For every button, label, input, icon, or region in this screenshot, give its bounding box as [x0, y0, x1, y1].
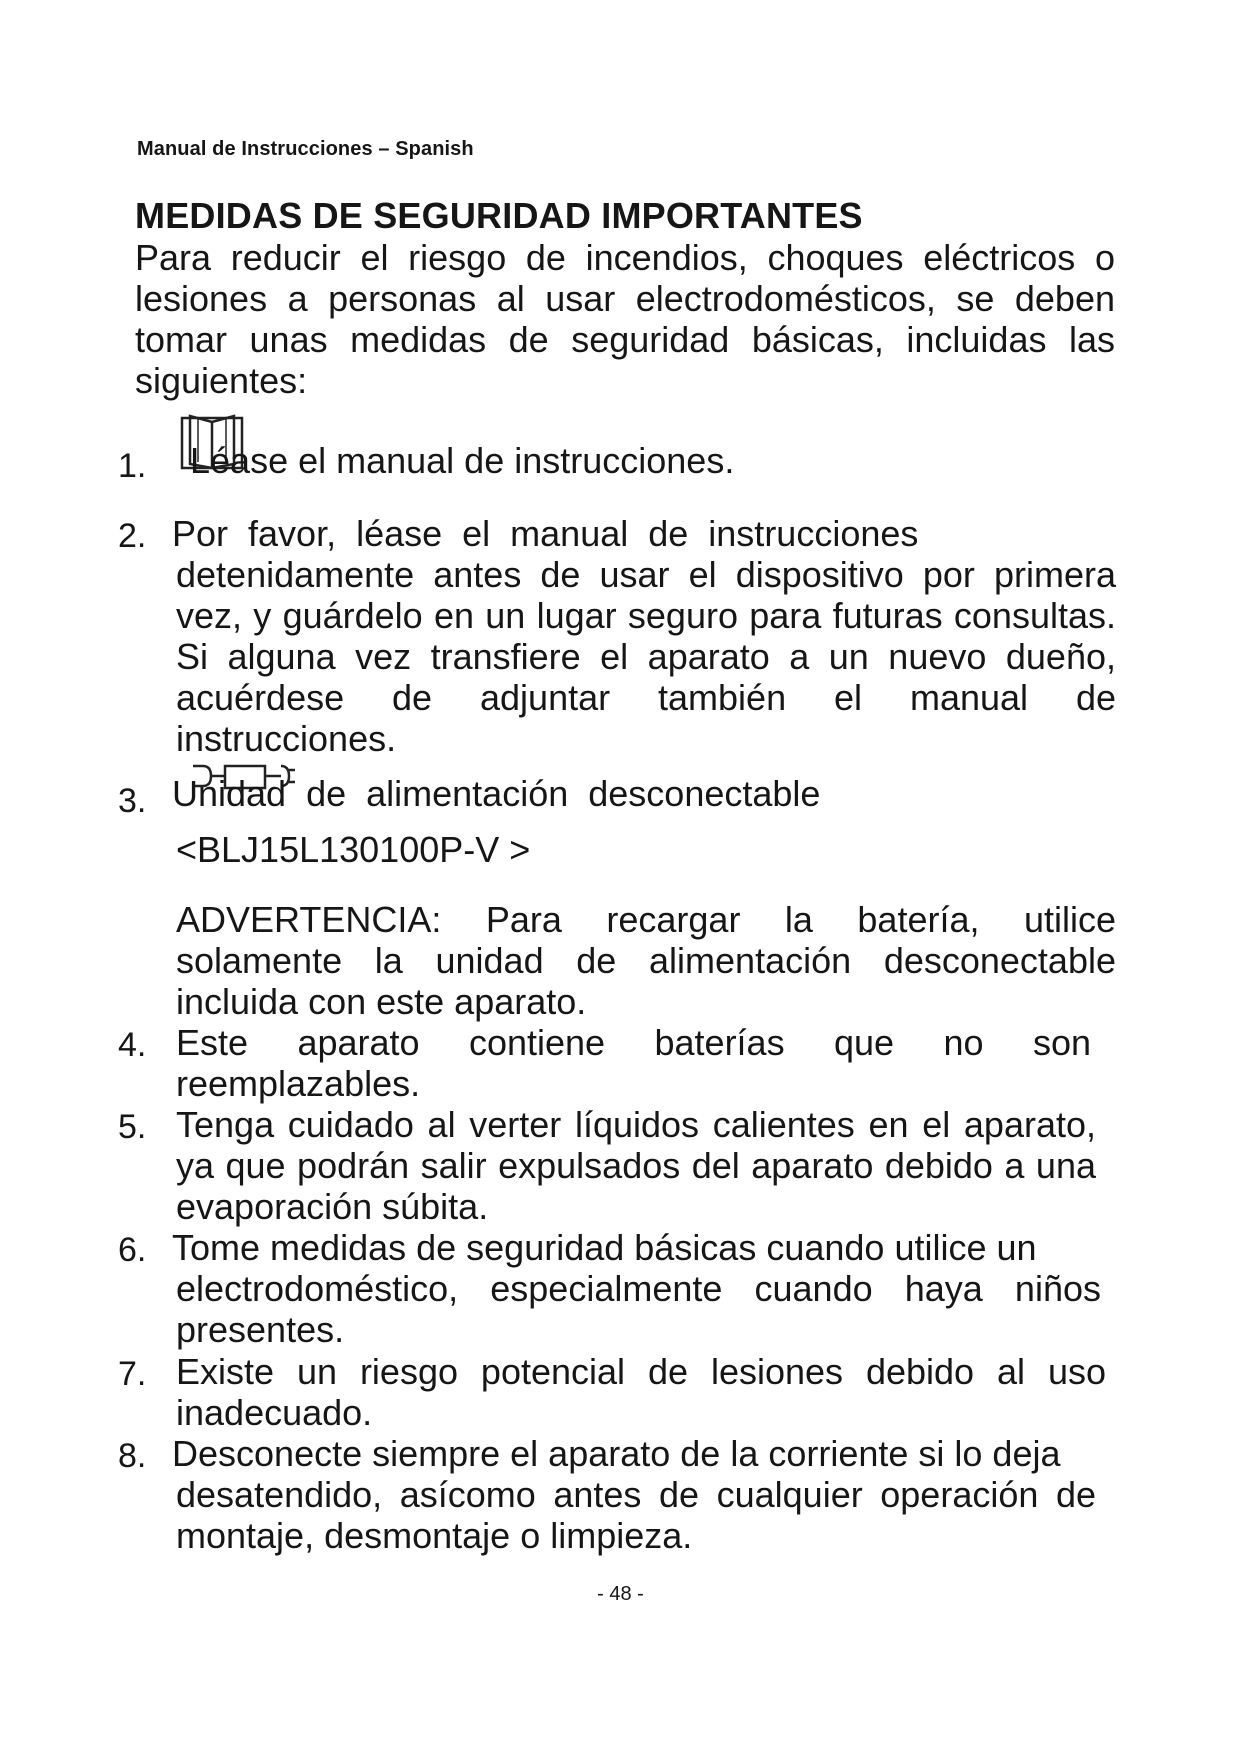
item-8-number: 8. [118, 1437, 147, 1475]
item-8-first-line: Desconecte siempre el aparato de la corriente si lo deja [172, 1433, 1061, 1474]
item-2-number: 2. [118, 517, 147, 555]
page-number: - 48 - [597, 1583, 644, 1605]
item-2-text: detenidamente antes de usar el dispositivo por primera vez, y guárdelo en un lugar seguro para futuras consultas. Si alguna vez transfiere el aparato a un nuevo dueño, acuérdese de adjuntar también el manual de instrucciones. [176, 554, 1116, 759]
item-3-warning: ADVERTENCIA: Para recargar la batería, utilice solamente la unidad de alimentación desconectable incluida con este aparato. [176, 899, 1116, 1022]
item-4-text: Este aparato contiene baterías que no son reemplazables. [176, 1022, 1091, 1104]
item-7-number: 7. [118, 1355, 147, 1393]
page-header: Manual de Instrucciones – Spanish [137, 138, 474, 160]
item-6-first-line: Tome medidas de seguridad básicas cuando utilice un [172, 1227, 1037, 1268]
item-4-number: 4. [118, 1026, 147, 1064]
item-3-model: <BLJ15L130100P-V > [176, 829, 531, 870]
item-3-number: 3. [118, 782, 147, 820]
item-3-text: Unidad de alimentación desconectable [172, 773, 821, 814]
item-5-number: 5. [118, 1108, 147, 1146]
item-8-text: desatendido, asícomo antes de cualquier operación de montaje, desmontaje o limpieza. [176, 1474, 1096, 1556]
section-title: MEDIDAS DE SEGURIDAD IMPORTANTES [135, 195, 863, 236]
item-2-first-line: Por favor, léase el manual de instrucciones [172, 513, 919, 554]
item-1-number: 1. [118, 447, 147, 485]
item-6-text: electrodoméstico, especialmente cuando haya niños presentes. [176, 1268, 1101, 1350]
item-7-text: Existe un riesgo potencial de lesiones debido al uso inadecuado. [176, 1351, 1106, 1433]
item-1-text: Léase el manual de instrucciones. [190, 440, 735, 481]
item-5-text: Tenga cuidado al verter líquidos calientes en el aparato, ya que podrán salir expulsados del aparato debido a una evaporación súbita. [176, 1104, 1096, 1227]
intro-text: Para reducir el riesgo de incendios, choques eléctricos o lesiones a personas al usar electrodomésticos, se deben tomar unas medidas de seguridad básicas, incluidas las siguientes: [135, 237, 1115, 401]
intro-paragraph [135, 237, 1115, 401]
item-6-number: 6. [118, 1231, 147, 1269]
